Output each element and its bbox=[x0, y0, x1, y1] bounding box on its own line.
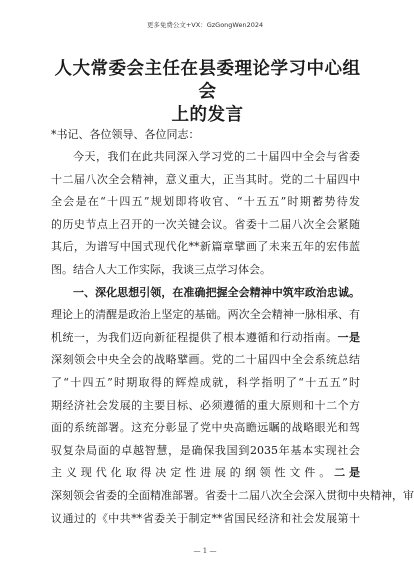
paragraph-line: 期经济社会发展的主要目标、必须遵循的重大原则和十二个方 bbox=[51, 398, 360, 412]
title-line-1: 人大常委会主任在县委理论学习中心组会 bbox=[54, 59, 361, 102]
paragraph-line: 面的系统部署。这充分彰显了党中央高瞻远瞩的战略眼光和驾 bbox=[51, 421, 360, 435]
paragraph-2 bbox=[51, 282, 414, 531]
paragraph-text: 机统一，为我们迈向新征程提供了根本遵循和行动指南。 bbox=[51, 330, 338, 344]
paragraph-line: 十二届八次全会精神，意义重大，正当其时。党的二十届四中 bbox=[51, 172, 360, 186]
paragraph-line: 了“十四五”时期取得的辉煌成就，科学指明了“十五五”时 bbox=[51, 375, 360, 389]
paragraph-line: 今天，我们在此共同深入学习党的二十届四中全会与省委 bbox=[73, 150, 360, 163]
paragraph-line bbox=[51, 462, 360, 485]
section-heading-1: 一、深化思想引领，在准确把握全会精神中筑牢政治忠诚。 bbox=[73, 285, 360, 299]
paragraph-text: 主义现代化取得决定性进展的纲领性文件。 bbox=[51, 466, 335, 480]
paragraph-line: 全会是在“十四五”规划即将收官、“十五五”时期蓄势待发 bbox=[51, 195, 360, 209]
paragraph-line: 理论上的清醒是政治上坚定的基础。两次全会精神一脉相承、有 bbox=[51, 308, 360, 322]
paragraph-line: 驭复杂局面的卓越智慧，是确保我国到2035年基本实现社会 bbox=[51, 443, 360, 457]
paragraph-1 bbox=[51, 146, 360, 282]
paragraph-line: 议通过的《中共**省委关于制定**省国民经济和社会发展第十 bbox=[51, 511, 360, 525]
paragraph-line: 深刻领会中央全会的战略擘画。党的二十届四中全会系统总结 bbox=[51, 353, 360, 367]
salutation: *书记、各位领导、各位同志： bbox=[51, 128, 200, 141]
bold-marker-first: 一是 bbox=[337, 330, 361, 344]
title-line-2: 上的发言 bbox=[171, 105, 244, 125]
paragraph-line: 的历史节点上召开的一次关键会议。省委十二届八次全会紧随 bbox=[51, 217, 360, 231]
bold-marker-second: 二是 bbox=[334, 466, 361, 480]
paragraph-line: 深刻领会省委的全面精准部署。省委十二届八次全会深入贯彻中央精神，审 bbox=[51, 488, 414, 502]
paragraph-line: 图。结合人大工作实际，我谈三点学习体会。 bbox=[51, 262, 271, 276]
paragraph-line bbox=[51, 327, 360, 350]
paragraph-line: 其后，为谱写中国式现代化**新篇章擘画了未来五年的宏伟蓝 bbox=[51, 240, 360, 254]
header-promo-note: 更多免费公文+VX：GzGongWen2024 bbox=[146, 21, 264, 29]
document-title bbox=[50, 58, 365, 127]
page-number: — 1 — bbox=[193, 547, 217, 555]
